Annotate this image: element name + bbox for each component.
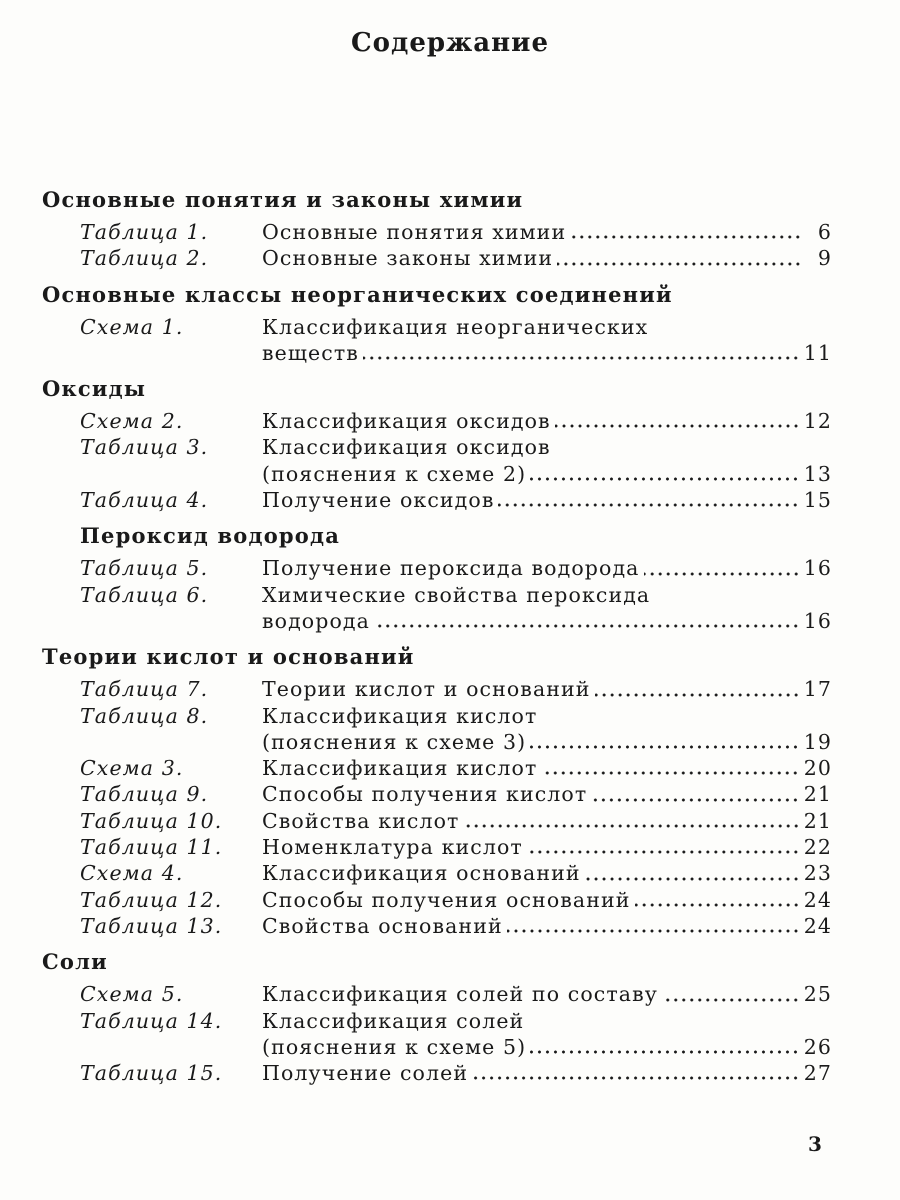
entry-line <box>262 913 832 939</box>
toc-entry[interactable] <box>42 913 832 939</box>
entry-line <box>262 245 832 271</box>
entry-page-number[interactable]: 22 <box>803 835 832 860</box>
page-number: 3 <box>808 1132 822 1156</box>
toc-section <box>42 183 832 272</box>
entry-line <box>262 729 832 755</box>
entry-title[interactable]: веществ <box>262 340 359 365</box>
toc-entry[interactable] <box>42 676 832 702</box>
entry-title[interactable]: Свойства оснований <box>262 913 503 938</box>
entry-line <box>262 834 832 860</box>
entry-label: Схема 4. <box>80 861 184 886</box>
toc-entry[interactable] <box>42 245 832 271</box>
entry-title[interactable]: Номенклатура кислот <box>262 835 523 860</box>
entry-body <box>262 676 832 702</box>
entry-title[interactable]: (пояснения к схеме 5) <box>262 1034 527 1059</box>
entry-page-number[interactable]: 16 <box>803 608 832 633</box>
toc-entry[interactable] <box>42 755 832 781</box>
entry-page-number[interactable]: 24 <box>803 887 832 912</box>
toc-section <box>42 519 832 634</box>
entry-page-number[interactable]: 27 <box>803 1061 832 1086</box>
entry-body <box>262 555 832 581</box>
entry-line <box>262 808 832 834</box>
dot-leader <box>644 572 800 576</box>
entry-label: Таблица 2. <box>80 246 209 271</box>
entry-body <box>262 245 832 271</box>
entry-title[interactable]: Химические свойства пероксида <box>262 582 651 607</box>
page-title: Содержание <box>350 28 550 58</box>
dot-leader <box>472 1076 800 1080</box>
entry-line <box>262 676 832 702</box>
entry-line <box>262 314 832 340</box>
entry-body <box>262 913 832 939</box>
entry-label: Таблица 1. <box>80 220 209 244</box>
entry-line <box>262 1034 832 1060</box>
entry-title[interactable]: (пояснения к схеме 3) <box>262 729 527 754</box>
entry-line <box>262 461 832 487</box>
entry-page-number[interactable]: 26 <box>803 1034 832 1059</box>
entry-line <box>262 434 832 460</box>
entry-title[interactable]: Получение пероксида водорода <box>262 556 640 581</box>
toc-entry[interactable] <box>42 219 832 245</box>
entry-title[interactable]: Основные понятия химии <box>262 220 567 244</box>
entry-line <box>262 887 832 913</box>
entry-body <box>262 1060 832 1086</box>
entry-page-number[interactable]: 12 <box>803 409 832 434</box>
entry-title[interactable]: (пояснения к схеме 2) <box>262 461 527 486</box>
toc-entry[interactable] <box>42 860 832 886</box>
dot-leader <box>530 1050 799 1054</box>
entry-label: Таблица 5. <box>80 556 209 581</box>
dot-leader <box>662 998 800 1002</box>
entry-title[interactable]: Классификация оксидов <box>262 435 551 460</box>
entry-line <box>262 582 832 608</box>
section-heading[interactable]: Соли <box>42 949 108 975</box>
entry-line <box>262 555 832 581</box>
entry-label: Схема 5. <box>80 982 184 1007</box>
entry-page-number[interactable]: 16 <box>803 556 832 581</box>
entry-page-number[interactable]: 20 <box>803 756 832 781</box>
entry-page-number[interactable]: 24 <box>803 913 832 938</box>
entry-title[interactable]: Теории кислот и оснований <box>262 677 591 702</box>
toc-entry[interactable] <box>42 834 832 860</box>
entry-body <box>262 487 832 513</box>
entry-title[interactable]: Классификация кислот <box>262 703 538 728</box>
entry-label: Таблица 11. <box>80 835 223 860</box>
toc-entry[interactable] <box>42 1060 832 1086</box>
entry-line <box>262 981 832 1007</box>
entry-title[interactable]: Основные законы химии <box>262 246 554 271</box>
entry-label: Схема 1. <box>80 314 184 339</box>
entry-line <box>262 608 832 634</box>
dot-leader <box>555 424 800 428</box>
entry-line <box>262 703 832 729</box>
entry-title[interactable]: Классификация оснований <box>262 861 581 886</box>
entry-label: Таблица 12. <box>80 887 223 912</box>
entry-label: Таблица 6. <box>80 582 209 607</box>
entry-label: Таблица 9. <box>80 782 209 807</box>
entry-page-number[interactable]: 15 <box>803 488 832 513</box>
entry-title[interactable]: водорода <box>262 608 370 633</box>
entry-page-number[interactable]: 17 <box>803 677 832 702</box>
dot-leader <box>507 929 800 933</box>
section-heading[interactable]: Основные классы неорганических соединений <box>42 281 673 307</box>
toc-section <box>42 278 832 367</box>
dot-leader <box>530 477 799 481</box>
entry-page-number[interactable]: 23 <box>803 861 832 886</box>
dot-leader <box>595 693 800 697</box>
entry-title[interactable]: Свойства кислот <box>262 808 460 833</box>
entry-page-number[interactable]: 21 <box>803 782 832 807</box>
toc-entry[interactable] <box>42 703 832 756</box>
entry-label: Таблица 13. <box>80 913 223 938</box>
toc-entry[interactable] <box>42 887 832 913</box>
toc-entry[interactable] <box>42 408 832 434</box>
section-heading[interactable]: Пероксид водорода <box>80 523 341 549</box>
dot-leader <box>374 624 800 628</box>
dot-leader <box>541 771 799 775</box>
entry-line <box>262 219 832 245</box>
entry-label: Таблица 4. <box>80 488 209 513</box>
table-of-contents <box>42 183 832 1086</box>
entry-label: Таблица 3. <box>80 435 209 460</box>
entry-line <box>262 340 832 366</box>
section-heading[interactable]: Теории кислот и оснований <box>42 644 415 670</box>
section-heading[interactable]: Оксиды <box>42 376 147 402</box>
entry-body <box>262 434 832 487</box>
entry-label: Таблица 10. <box>80 808 223 833</box>
toc-entry[interactable] <box>42 555 832 581</box>
entry-title[interactable]: Классификация оксидов <box>262 409 551 434</box>
entry-body <box>262 1008 832 1061</box>
entry-body <box>262 703 832 756</box>
toc-entry[interactable] <box>42 434 832 487</box>
entry-page-number[interactable]: 21 <box>803 808 832 833</box>
dot-leader <box>363 356 800 360</box>
entry-page-number[interactable]: 13 <box>803 461 832 486</box>
entry-body <box>262 755 832 781</box>
dot-leader <box>530 745 799 749</box>
entry-page-number[interactable]: 19 <box>803 729 832 754</box>
toc-entry[interactable] <box>42 781 832 807</box>
toc-entry[interactable] <box>42 314 832 367</box>
entry-body <box>262 219 832 245</box>
toc-section <box>42 372 832 513</box>
toc-entry[interactable] <box>42 1008 832 1061</box>
toc-entry[interactable] <box>42 808 832 834</box>
toc-section <box>42 945 832 1086</box>
entry-title[interactable]: Классификация кислот <box>262 756 538 781</box>
dot-leader <box>591 798 799 802</box>
toc-section <box>42 640 832 939</box>
entry-body <box>262 834 832 860</box>
entry-title[interactable]: Получение оксидов <box>262 488 495 513</box>
entry-line <box>262 408 832 434</box>
entry-page-number[interactable]: 25 <box>803 982 832 1007</box>
entry-body <box>262 808 832 834</box>
entry-label: Таблица 14. <box>80 1008 223 1033</box>
toc-entry[interactable] <box>42 981 832 1007</box>
toc-entry[interactable] <box>42 487 832 513</box>
entry-title[interactable]: Способы получения кислот <box>262 782 588 807</box>
entry-title[interactable]: Классификация солей по составу <box>262 982 658 1007</box>
entry-title[interactable]: Получение солей <box>262 1061 469 1086</box>
entry-body <box>262 408 832 434</box>
dot-leader <box>527 850 800 854</box>
entry-line <box>262 755 832 781</box>
dot-leader <box>635 903 800 907</box>
entry-page-number[interactable]: 6 <box>817 220 832 244</box>
entry-line <box>262 1008 832 1034</box>
dot-leader <box>498 503 799 507</box>
entry-body <box>262 981 832 1007</box>
entry-line <box>262 781 832 807</box>
entry-label: Таблица 7. <box>80 677 209 702</box>
entry-body <box>262 781 832 807</box>
entry-line <box>262 860 832 886</box>
dot-leader <box>570 235 802 239</box>
entry-label: Таблица 15. <box>80 1061 223 1086</box>
entry-title[interactable]: Способы получения оснований <box>262 887 631 912</box>
entry-body <box>262 887 832 913</box>
entry-label: Схема 2. <box>80 409 184 434</box>
entry-line <box>262 1060 832 1086</box>
dot-leader <box>464 824 800 828</box>
toc-entry[interactable] <box>42 582 832 635</box>
dot-leader <box>557 262 802 266</box>
entry-body <box>262 314 832 367</box>
entry-line <box>262 487 832 513</box>
dot-leader <box>585 877 800 881</box>
entry-label: Таблица 8. <box>80 703 209 728</box>
section-heading[interactable]: Основные понятия и законы химии <box>42 187 524 212</box>
entry-page-number[interactable]: 11 <box>803 340 832 365</box>
entry-title[interactable]: Классификация солей <box>262 1008 525 1033</box>
entry-title[interactable]: Классификация неорганических <box>262 314 649 339</box>
entry-label: Схема 3. <box>80 756 184 781</box>
entry-page-number[interactable]: 9 <box>817 246 832 271</box>
entry-body <box>262 582 832 635</box>
entry-body <box>262 860 832 886</box>
